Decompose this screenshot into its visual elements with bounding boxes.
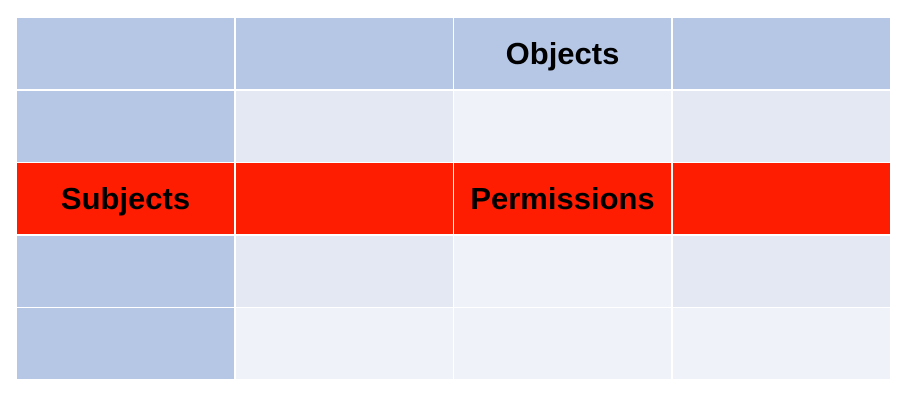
matrix-cell: [673, 236, 890, 307]
row-header-cell: [17, 236, 234, 307]
permissions-cell: [454, 163, 671, 234]
highlighted-cell: [673, 163, 890, 234]
header-cell: [673, 18, 890, 89]
matrix-cell: [236, 91, 453, 162]
matrix-cell: [236, 308, 453, 379]
matrix-cell: [454, 308, 671, 379]
matrix-cell: [454, 91, 671, 162]
matrix-cell: [673, 91, 890, 162]
highlighted-cell: [236, 163, 453, 234]
row-header-cell: [17, 91, 234, 162]
row-header-cell: [17, 308, 234, 379]
access-control-matrix: [17, 18, 889, 382]
permissions-label: Permissions: [470, 180, 655, 216]
header-cell: [236, 18, 453, 89]
subjects-label: Subjects: [60, 180, 191, 216]
subjects-row-header: [17, 163, 234, 234]
matrix-cell: [673, 308, 890, 379]
objects-header-cell: [454, 18, 671, 89]
objects-label: Objects: [505, 35, 620, 71]
matrix-cell: [236, 236, 453, 307]
header-corner-cell: [17, 18, 234, 89]
matrix-cell: [454, 236, 671, 307]
